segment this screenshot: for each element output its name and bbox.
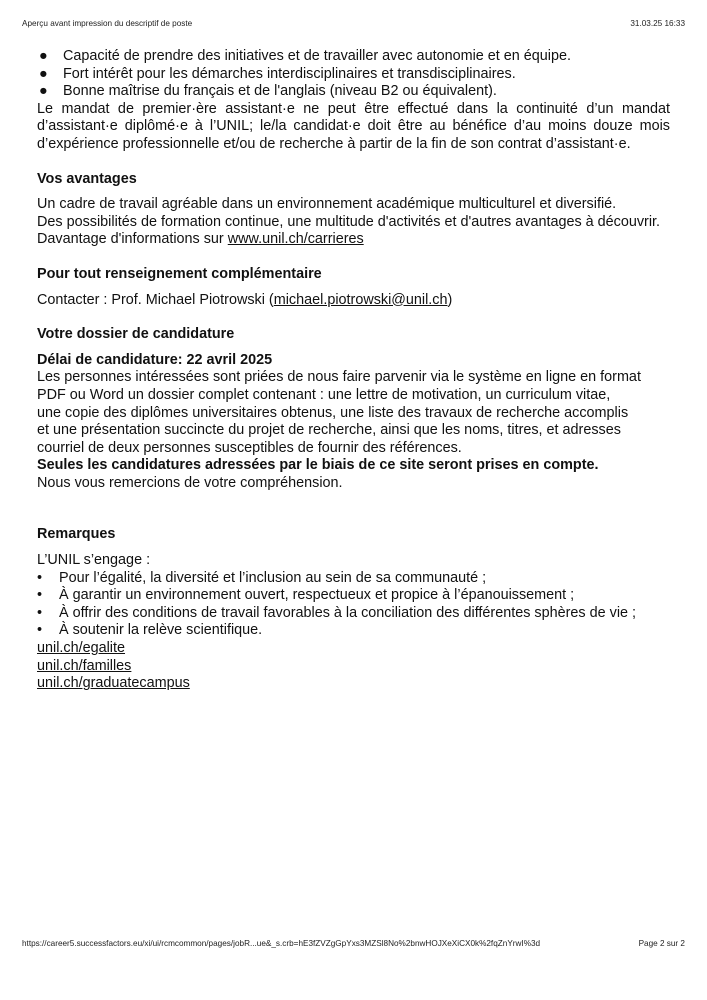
familles-link[interactable]: unil.ch/familles — [37, 657, 132, 674]
section-heading-remarques: Remarques — [37, 526, 116, 543]
section-heading-avantages: Vos avantages — [37, 170, 137, 187]
job-description-body — [37, 48, 670, 693]
avantages-line-2: Des possibilités de formation continue, une multitude d'activités et d'autres avantages à découvrir. — [37, 213, 661, 230]
contact-email-link[interactable]: michael.piotrowski@unil.ch — [273, 291, 448, 308]
dossier-line: Les personnes intéressées sont priées de nous faire parvenir via le système en ligne en format — [37, 369, 641, 386]
deadline-text: Délai de candidature: 22 avril 2025 — [37, 351, 273, 368]
careers-link[interactable]: www.unil.ch/carrieres — [227, 231, 364, 248]
mandat-paragraph: Le mandat de premier·ère assistant·e ne peut être effectué dans la continuité d’un mandat d’assistant·e diplômé·e à l’UNIL; le/la candidat·e doit être au bénéfice d’au moins douze mois d’expérience professionnelle et/ou de recherche à partir de la fin de son contrat d’assistant·e. — [37, 100, 670, 152]
list-item: ● Bonne maîtrise du français et de l'anglais (niveau B2 ou équivalent). — [39, 83, 497, 100]
dossier-line: courriel de deux personnes susceptibles de fournir des références. — [37, 439, 462, 456]
dossier-bold-note: Seules les candidatures adressées par le biais de ce site seront prises en compte. — [37, 457, 599, 474]
graduatecampus-link[interactable]: unil.ch/graduatecampus — [37, 675, 190, 692]
list-item: ● Capacité de prendre des initiatives et de travailler avec autonomie et en équipe. — [39, 48, 571, 64]
bullet-icon: ● — [39, 65, 48, 82]
remarques-intro: L’UNIL s’engage : — [37, 552, 151, 569]
bullet-icon: • — [37, 587, 43, 604]
section-heading-dossier: Votre dossier de candidature — [37, 326, 235, 343]
print-header-title: Aperçu avant impression du descriptif de poste — [22, 19, 193, 28]
dossier-line: et une présentation succincte du projet de recherche, ainsi que les noms, titres, et adresses — [37, 422, 621, 439]
list-item: • À soutenir la relève scientifique. — [37, 622, 263, 639]
bullet-icon: • — [37, 604, 43, 621]
avantages-more-info: Davantage d'informations sur www.unil.ch/carrieres — [37, 231, 364, 248]
avantages-line-1: Un cadre de travail agréable dans un environnement académique multiculturel et diversifié. — [37, 196, 617, 213]
contact-line: Contacter : Prof. Michael Piotrowski (michael.piotrowski@unil.ch) — [37, 291, 453, 308]
bullet-icon: ● — [39, 48, 48, 64]
list-item: • À garantir un environnement ouvert, respectueux et propice à l’épanouissement ; — [37, 587, 575, 604]
dossier-line: une copie des diplômes universitaires obtenus, une liste des travaux de recherche accomplis — [37, 404, 629, 421]
print-footer-url: https://career5.successfactors.eu/xi/ui/rcmcommon/pages/jobR...ue&_s.crb=hE3fZVZgGpYxs3MZSl8No%2bnwHOJXeXiCX0k%2fqZnYrwI%3d — [22, 939, 541, 948]
bullet-icon: • — [37, 569, 43, 586]
list-item: • À offrir des conditions de travail favorables à la conciliation des différentes sphères de vie ; — [37, 604, 637, 621]
bullet-icon: ● — [39, 83, 48, 100]
dossier-line: PDF ou Word un dossier complet contenant : une lettre de motivation, un curriculum vitae, — [37, 386, 611, 403]
list-item: • Pour l’égalité, la diversité et l’inclusion au sein de sa communauté ; — [37, 569, 487, 586]
print-footer-page: Page 2 sur 2 — [638, 939, 685, 948]
bullet-icon: • — [37, 622, 43, 639]
list-item: ● Fort intérêt pour les démarches interdisciplinaires et transdisciplinaires. — [39, 65, 516, 82]
section-heading-contact: Pour tout renseignement complémentaire — [37, 265, 322, 282]
print-header-datetime: 31.03.25 16:33 — [630, 19, 685, 28]
egalite-link[interactable]: unil.ch/egalite — [37, 640, 126, 657]
dossier-thanks: Nous vous remercions de votre compréhension. — [37, 474, 343, 491]
